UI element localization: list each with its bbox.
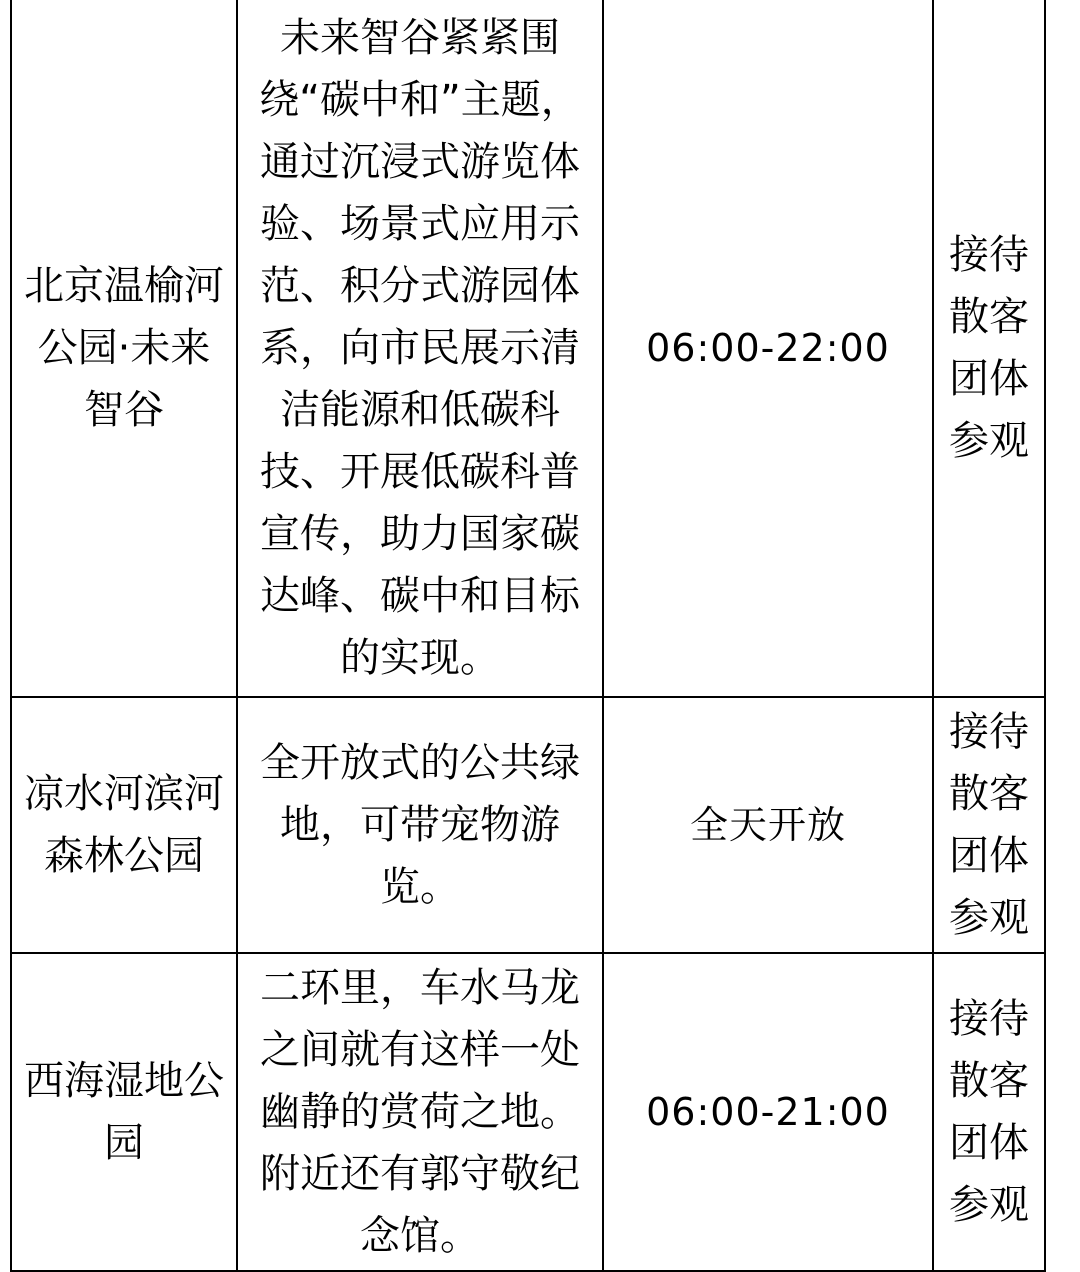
opening-hours-cell (603, 697, 933, 953)
reception-cell (933, 953, 1045, 1271)
reception-info: 接待散客团体参观 (949, 996, 1029, 1228)
park-description-cell (237, 697, 603, 953)
opening-hours-cell (603, 0, 933, 697)
opening-hours: 06:00-21:00 (646, 1090, 890, 1134)
opening-hours-cell (603, 953, 933, 1271)
reception-cell (933, 0, 1045, 697)
park-description-cell (237, 0, 603, 697)
park-description: 二环里，车水马龙之间就有这样一处幽静的赏荷之地。附近还有郭守敬纪念馆。 (260, 965, 580, 1259)
park-name-cell (11, 0, 237, 697)
reception-cell (933, 697, 1045, 953)
park-name: 西海湿地公园 (24, 1058, 224, 1166)
park-info-table-container (10, 0, 1044, 1268)
table-row (11, 0, 1045, 697)
park-name: 凉水河滨河森林公园 (24, 771, 224, 879)
park-name-cell (11, 697, 237, 953)
park-description: 未来智谷紧紧围绕“碳中和”主题，通过沉浸式游览体验、场景式应用示范、积分式游园体系，向市民展示清洁能源和低碳科技、开展低碳科普宣传，助力国家碳达峰、碳中和目标的实现。 (259, 15, 581, 681)
park-description: 全开放式的公共绿地，可带宠物游览。 (260, 740, 580, 910)
opening-hours: 全天开放 (689, 803, 846, 847)
reception-info: 接待散客团体参观 (949, 232, 1029, 464)
table-row (11, 953, 1045, 1271)
park-name: 北京温榆河公园·未来智谷 (24, 263, 224, 433)
park-info-table (10, 0, 1046, 1272)
park-name-cell (11, 953, 237, 1271)
opening-hours: 06:00-22:00 (646, 326, 890, 370)
table-row (11, 697, 1045, 953)
park-description-cell (237, 953, 603, 1271)
reception-info: 接待散客团体参观 (949, 709, 1029, 941)
